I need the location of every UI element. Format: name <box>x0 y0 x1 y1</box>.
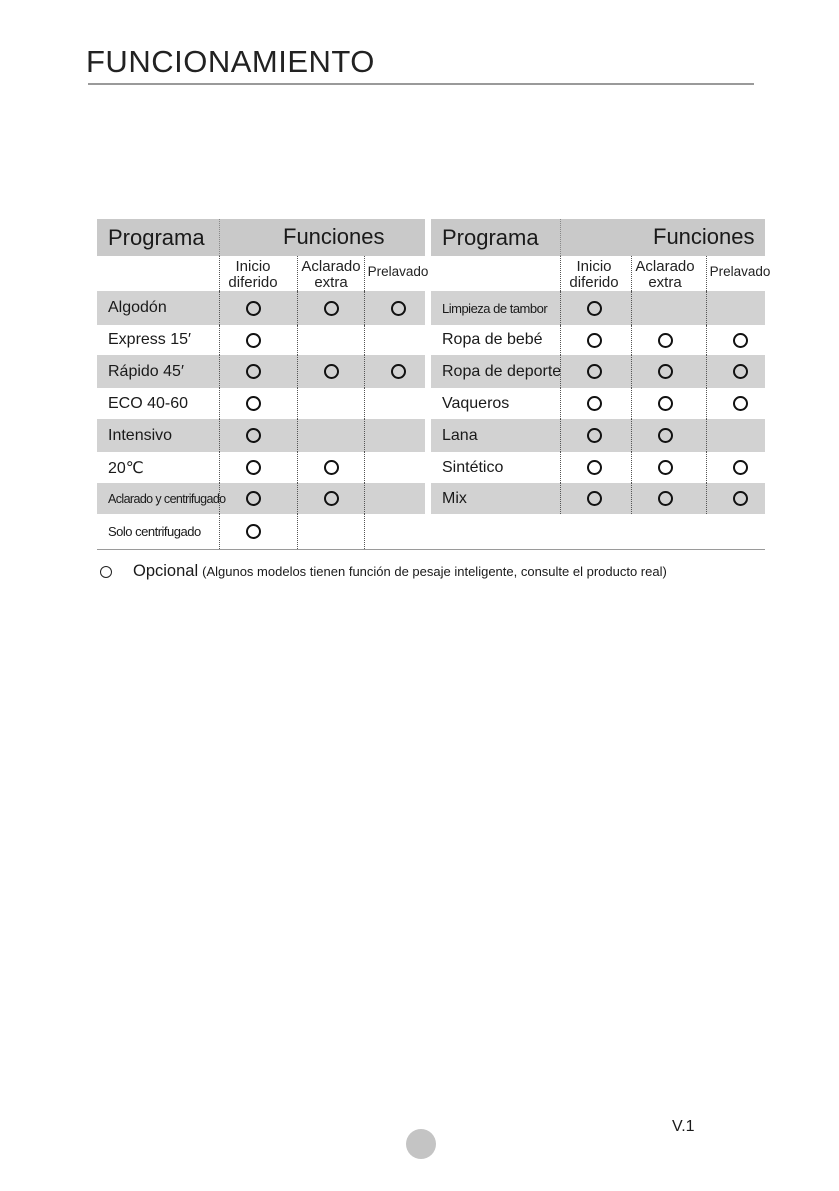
table-subheader-row <box>431 256 771 291</box>
column-divider <box>706 419 707 452</box>
program-name: Mix <box>442 489 467 507</box>
optional-circle-icon <box>587 460 602 475</box>
function-cell <box>560 483 628 514</box>
optional-circle-icon <box>324 301 339 316</box>
optional-circle-icon <box>100 566 112 578</box>
table-row <box>431 355 765 388</box>
table-row <box>97 452 425 483</box>
function-cell <box>631 388 699 419</box>
optional-circle-icon <box>658 364 673 379</box>
optional-circle-icon <box>587 491 602 506</box>
column-divider <box>560 256 561 291</box>
function-cell <box>560 325 628 355</box>
page-number-marker <box>406 1129 436 1159</box>
column-divider <box>364 325 365 355</box>
function-cell <box>297 355 365 388</box>
optional-circle-icon <box>733 491 748 506</box>
optional-circle-icon <box>246 301 261 316</box>
function-cell <box>560 291 628 325</box>
column-divider <box>631 291 632 325</box>
column-divider <box>297 419 298 452</box>
function-cell <box>219 355 287 388</box>
optional-circle-icon <box>658 460 673 475</box>
function-cell <box>219 388 287 419</box>
program-name: Ropa de deporte <box>442 362 562 380</box>
column-divider <box>706 256 707 291</box>
function-cell <box>560 452 628 483</box>
column-divider <box>364 514 365 549</box>
table-bottom-divider <box>97 549 765 550</box>
table-row <box>431 325 765 355</box>
function-cell <box>706 325 774 355</box>
column-divider <box>297 325 298 355</box>
optional-circle-icon <box>246 396 261 411</box>
optional-circle-icon <box>733 396 748 411</box>
table-row <box>431 483 765 514</box>
column-divider <box>706 291 707 325</box>
function-cell <box>560 355 628 388</box>
optional-circle-icon <box>246 428 261 443</box>
table-row <box>97 419 425 452</box>
optional-circle-icon <box>587 396 602 411</box>
program-name: Algodón <box>108 299 167 316</box>
header-functions-label: Funciones <box>283 224 385 249</box>
optional-circle-icon <box>391 364 406 379</box>
function-cell <box>631 419 699 452</box>
function-cell <box>219 483 287 514</box>
optional-circle-icon <box>587 428 602 443</box>
table-row <box>97 291 425 325</box>
function-cell <box>706 355 774 388</box>
program-name: Ropa de bebé <box>442 331 543 348</box>
program-name: Solo centrifugado <box>108 524 201 539</box>
optional-circle-icon <box>587 364 602 379</box>
column-label: Aclarado extra <box>301 258 361 291</box>
function-cell <box>219 452 287 483</box>
optional-circle-icon <box>324 491 339 506</box>
program-name: Limpieza de tambor <box>442 300 548 316</box>
function-cell <box>631 452 699 483</box>
legend-note: (Algunos modelos tienen función de pesaje inteligente, consulte el producto real) <box>202 564 667 579</box>
function-cell <box>706 483 774 514</box>
program-name: Intensivo <box>108 426 173 444</box>
column-divider <box>219 219 220 256</box>
program-table-right <box>431 219 771 514</box>
optional-circle-icon <box>587 301 602 316</box>
table-row <box>431 388 765 419</box>
program-name: ECO 40-60 <box>108 394 189 412</box>
column-label: Prelavado <box>709 264 771 279</box>
optional-circle-icon <box>658 428 673 443</box>
function-cell <box>560 419 628 452</box>
column-divider <box>364 388 365 419</box>
program-name: Sintético <box>442 458 504 476</box>
function-cell <box>364 355 432 388</box>
function-cell <box>631 355 699 388</box>
column-divider <box>364 256 365 291</box>
function-cell <box>706 388 774 419</box>
table-row <box>97 514 425 549</box>
legend <box>100 562 667 581</box>
optional-circle-icon <box>733 333 748 348</box>
column-divider <box>297 256 298 291</box>
function-cell <box>219 419 287 452</box>
table-header-row <box>97 219 425 256</box>
title-divider <box>88 83 754 85</box>
function-cell <box>219 325 287 355</box>
optional-circle-icon <box>246 491 261 506</box>
column-label: Aclarado extra <box>635 258 695 291</box>
column-divider <box>560 219 561 256</box>
optional-circle-icon <box>324 460 339 475</box>
optional-circle-icon <box>391 301 406 316</box>
program-name: Rápido 45′ <box>108 362 184 380</box>
function-cell <box>297 291 365 325</box>
function-cell <box>219 291 287 325</box>
optional-circle-icon <box>733 460 748 475</box>
column-label: Inicio diferido <box>569 258 619 291</box>
column-divider <box>364 419 365 452</box>
table-row <box>97 388 425 419</box>
optional-circle-icon <box>246 333 261 348</box>
program-name: 20℃ <box>108 459 144 477</box>
table-row <box>431 419 765 452</box>
optional-circle-icon <box>246 460 261 475</box>
program-name: Lana <box>442 426 478 444</box>
column-divider <box>631 256 632 291</box>
function-cell <box>706 452 774 483</box>
header-program-label: Programa <box>108 224 205 250</box>
optional-circle-icon <box>246 524 261 539</box>
legend-label: Opcional <box>133 562 199 580</box>
function-cell <box>297 483 365 514</box>
program-table-left <box>97 219 429 549</box>
column-label: Inicio diferido <box>228 258 278 291</box>
optional-circle-icon <box>733 364 748 379</box>
column-divider <box>219 256 220 291</box>
program-name: Express 15′ <box>108 331 192 348</box>
table-subheader-row <box>97 256 429 291</box>
table-row <box>431 452 765 483</box>
function-cell <box>219 514 287 549</box>
column-divider <box>297 388 298 419</box>
column-label: Prelavado <box>367 264 429 279</box>
function-cell <box>364 291 432 325</box>
table-row <box>97 483 425 514</box>
version-label: V.1 <box>672 1118 695 1135</box>
program-name: Vaqueros <box>442 394 510 412</box>
table-row <box>97 325 425 355</box>
optional-circle-icon <box>658 333 673 348</box>
header-functions-label: Funciones <box>653 224 755 249</box>
optional-circle-icon <box>658 396 673 411</box>
program-name: Aclarado y centrifugado <box>108 491 226 506</box>
function-cell <box>631 483 699 514</box>
optional-circle-icon <box>246 364 261 379</box>
optional-circle-icon <box>324 364 339 379</box>
function-cell <box>560 388 628 419</box>
optional-circle-icon <box>658 491 673 506</box>
column-divider <box>297 514 298 549</box>
header-program-label: Programa <box>442 224 539 250</box>
function-cell <box>297 452 365 483</box>
table-header-row <box>431 219 765 256</box>
table-row <box>431 291 765 325</box>
function-cell <box>631 325 699 355</box>
page-title: FUNCIONAMIENTO <box>86 44 375 79</box>
optional-circle-icon <box>587 333 602 348</box>
table-row <box>97 355 425 388</box>
